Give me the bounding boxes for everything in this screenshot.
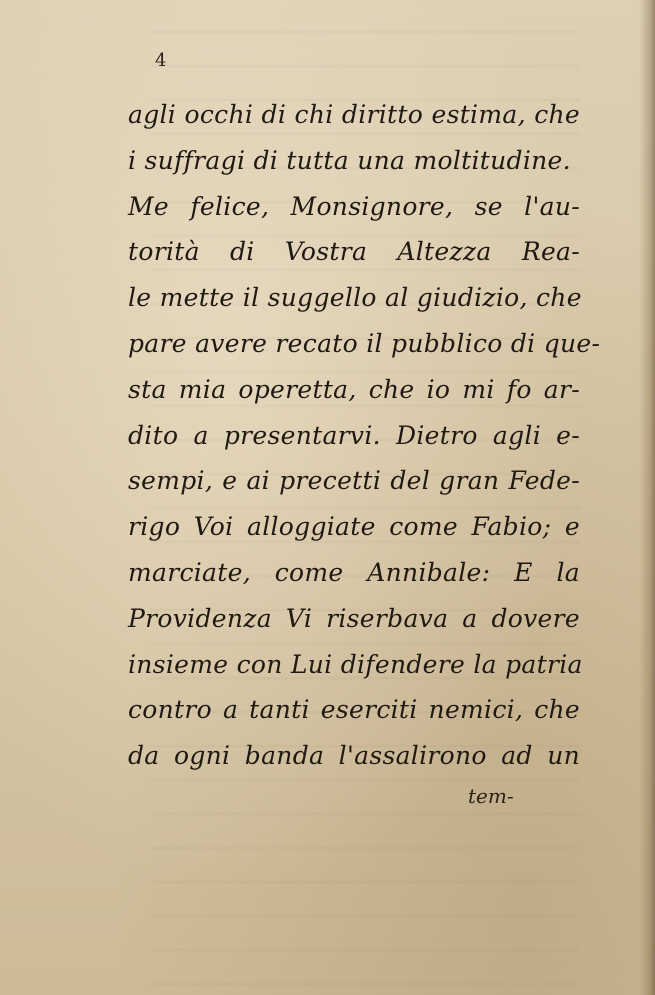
text-line: marciate, come Annibale: E la (128, 557, 580, 587)
text-line: da ogni banda l'assalirono ad un (128, 741, 580, 771)
text-line: le mette il suggello al giudizio, che (128, 283, 582, 313)
text-line: insieme con Lui difendere la patria (128, 649, 583, 679)
page-edge-shadow (639, 0, 655, 995)
text-line: agli occhi di chi diritto estima, che (128, 100, 580, 129)
text-line: pare avere recato il pubblico di que- (128, 328, 601, 358)
text-line: Providenza Vi riserbava a dovere (128, 603, 580, 633)
text-line: dito a presentarvi. Dietro agli e- (128, 420, 580, 450)
text-line: Me felice, Monsignore, se l'au- (128, 191, 580, 221)
text-line: sta mia operetta, che io mi fo ar- (128, 374, 580, 404)
text-line: rigo Voi alloggiate come Fabio; e (128, 512, 580, 542)
catchword: tem- (468, 784, 514, 808)
text-line: i suffragi di tutta una moltitudine. (128, 145, 571, 175)
text-line: sempi, e ai precetti del gran Fede- (128, 466, 580, 496)
text-line: torità di Vostra Altezza Rea- (128, 237, 580, 267)
body-text (128, 92, 601, 779)
page-number: 4 (155, 50, 167, 71)
text-line: contro a tanti eserciti nemici, che (128, 695, 580, 725)
